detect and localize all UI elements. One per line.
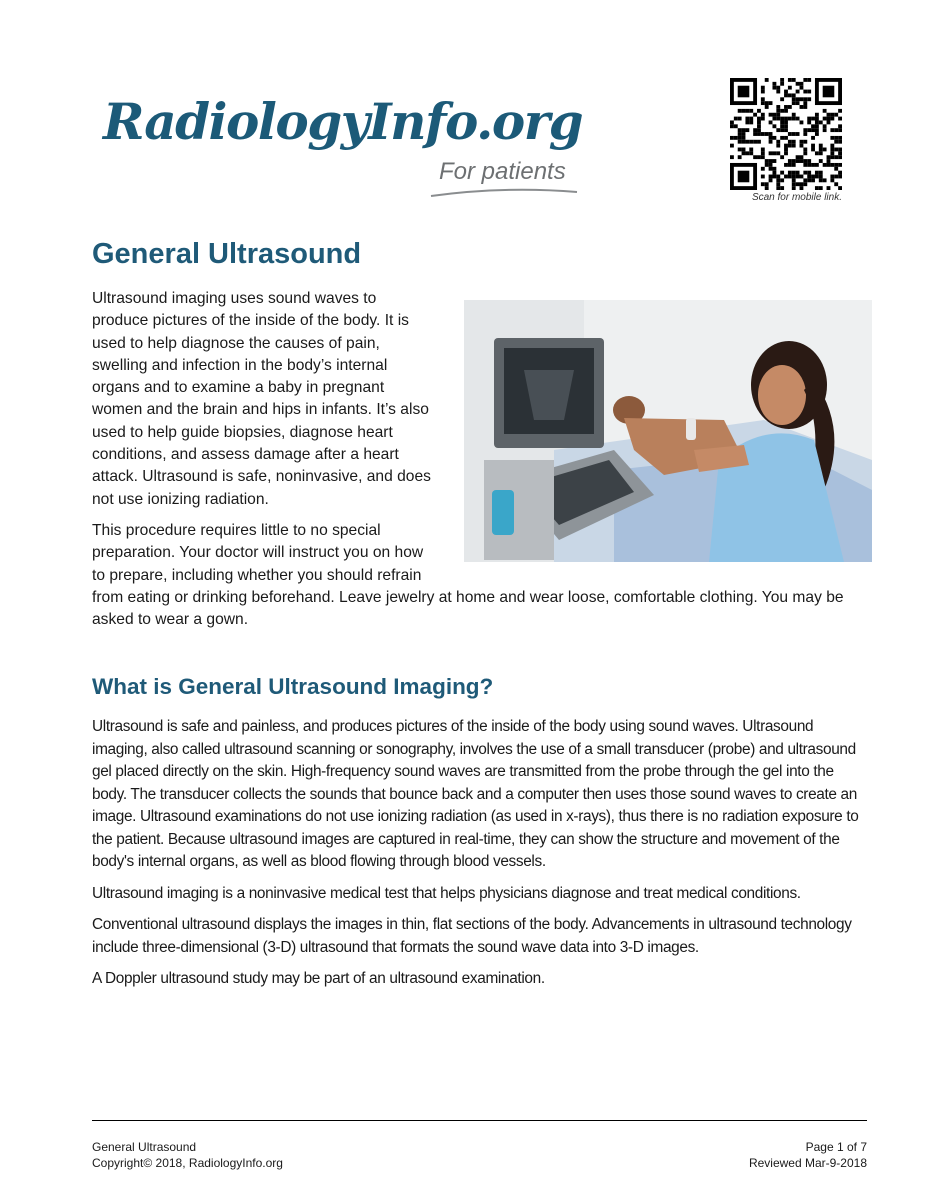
footer-right [749,1139,867,1171]
qr-caption: Scan for mobile link. [751,192,842,203]
section-paragraph: Conventional ultrasound displays the images in thin, flat sections of the body. Advancements in ultrasound technology include three-dimensional (3-D) ultrasound that formats the sound wave data into 3-D images. [92,916,852,956]
section-paragraph: Ultrasound imaging is a noninvasive medical test that helps physicians diagnose and treat medical conditions. [92,884,801,902]
site-logo[interactable] [103,92,583,202]
footer-doc-title: General Ultrasound [92,1140,197,1154]
intro-paragraph: This procedure requires little to no special preparation. Your doctor will instruct you on how to prepare, including whether you should refrain from eating or drinking beforehand. Leave jewelry at home and wear loose, comfortable clothing. You may be asked to wear a gown. [92,521,844,629]
logo-text: RadiologyInfo.org [103,92,583,151]
footer-page-number: Page 1 of 7 [805,1140,867,1154]
footer-divider [92,1120,867,1121]
footer-left [92,1139,283,1171]
ultrasound-exam-photo [464,300,872,562]
footer-reviewed-date: Reviewed Mar-9-2018 [748,1156,867,1170]
section-heading: What is General Ultrasound Imaging? [92,674,494,699]
section-paragraph: A Doppler ultrasound study may be part of an ultrasound examination. [92,970,545,987]
intro-paragraph: Ultrasound imaging uses sound waves to produce pictures of the inside of the body. It is used to help diagnose the causes of pain, swelling and infection in the body’s internal organs and to examine a baby in pregnant women and the brain and hips in infants. It’s also used to help guide biopsies, diagnose heart conditions, and assess damage after a heart attack. Ultrasound is safe, noninvasive, and does not use ionizing radiation. [92,290,431,508]
section-paragraph: Ultrasound is safe and painless, and produces pictures of the inside of the body using sound waves. Ultrasound imaging, also called ultrasound scanning or sonography, involves the use of a small transducer (probe) and ultrasound gel placed directly on the skin. High-frequency sound waves are transmitted from the probe through the gel into the body. The transducer collects the sounds that bounce back and a computer then uses those sound waves to create an image. Ultrasound examinations do not use ionizing radiation (as used in x-rays), thus there is no radiation exposure to the patient. Because ultrasound images are captured in real-time, they can show the structure and movement of the body's internal organs, as well as blood flowing through blood vessels. [92,718,859,870]
logo-swoosh-icon [429,188,579,200]
section-body [92,716,872,1000]
footer-copyright: Copyright© 2018, RadiologyInfo.org [92,1156,283,1170]
intro-section [92,288,872,640]
page-title: General Ultrasound [92,238,362,270]
qr-code-icon [730,78,842,190]
logo-subtext: For patients [439,158,566,185]
